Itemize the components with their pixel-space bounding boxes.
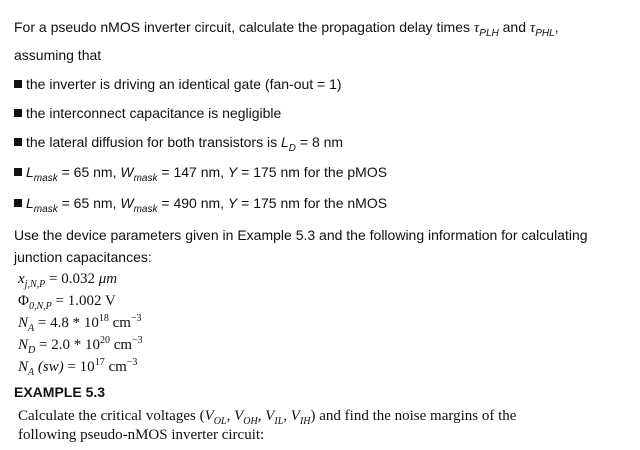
use-params-line1: Use the device parameters given in Example 5.3 and the following information for calculating bbox=[14, 227, 588, 243]
l-symbol: L bbox=[26, 164, 34, 180]
n-subscript: A bbox=[28, 367, 35, 378]
x-subscript: j,N,P bbox=[24, 279, 46, 290]
square-bullet-icon bbox=[14, 168, 22, 176]
w-subscript: mask bbox=[133, 172, 158, 184]
problem-intro-line2: assuming that bbox=[14, 47, 102, 63]
use-params-line2: junction capacitances: bbox=[14, 249, 152, 265]
n-value: = 10 bbox=[63, 359, 95, 375]
y-symbol: Y bbox=[227, 164, 238, 180]
n-symbol: N bbox=[18, 359, 29, 375]
w-symbol: W bbox=[120, 195, 134, 211]
x-value: = 0.032 bbox=[45, 271, 99, 287]
example-text: Calculate the critical voltages ( bbox=[18, 408, 205, 424]
w-subscript: mask bbox=[133, 203, 158, 215]
x-unit: μm bbox=[98, 271, 118, 287]
bullet-text: the interconnect capacitance is negligible bbox=[26, 105, 282, 121]
x-symbol: x bbox=[18, 271, 25, 287]
l-symbol: L bbox=[26, 195, 34, 211]
example-text-line1 bbox=[18, 408, 516, 425]
sidewall-label: (sw) bbox=[34, 359, 64, 375]
intro-comma: , bbox=[554, 19, 559, 35]
n-exponent: 18 bbox=[98, 313, 109, 324]
w-value: = 147 nm, bbox=[157, 164, 228, 180]
comma: , bbox=[226, 408, 235, 424]
bullet-fanout bbox=[14, 76, 342, 92]
l-value: = 65 nm, bbox=[57, 195, 121, 211]
ol-subscript: OL bbox=[213, 416, 227, 427]
w-symbol: W bbox=[120, 164, 134, 180]
v-symbol: V bbox=[290, 408, 300, 424]
equation-built-in-potential bbox=[18, 293, 116, 310]
comma: , bbox=[283, 408, 291, 424]
il-subscript: IL bbox=[274, 416, 284, 427]
comma: , bbox=[257, 408, 266, 424]
tau-symbol: τ bbox=[473, 20, 480, 36]
square-bullet-icon bbox=[14, 109, 22, 117]
phi-value: = 1.002 V bbox=[51, 293, 116, 309]
n-symbol: N bbox=[18, 337, 29, 353]
v-symbol: V bbox=[234, 408, 244, 424]
equation-na bbox=[18, 315, 142, 332]
phi-symbol: Φ bbox=[18, 293, 29, 309]
n-unit-exponent: −3 bbox=[126, 357, 138, 368]
n-subscript: A bbox=[28, 323, 35, 334]
phl-subscript: PHL bbox=[535, 27, 555, 39]
n-unit: cm bbox=[108, 315, 131, 331]
equation-nd bbox=[18, 337, 143, 354]
bullet-interconnect bbox=[14, 105, 281, 121]
n-unit: cm bbox=[109, 337, 133, 353]
problem-intro-line1 bbox=[14, 19, 559, 37]
l-subscript: mask bbox=[33, 172, 58, 184]
ld-symbol: L bbox=[280, 134, 289, 150]
phi-subscript: 0,N,P bbox=[28, 301, 52, 312]
n-symbol: N bbox=[18, 315, 29, 331]
square-bullet-icon bbox=[14, 80, 22, 88]
n-unit-exponent: −3 bbox=[130, 313, 142, 324]
v-symbol: V bbox=[204, 408, 214, 424]
intro-text: For a pseudo nMOS inverter circuit, calculate the propagation delay times bbox=[14, 19, 474, 35]
oh-subscript: OH bbox=[243, 416, 258, 427]
example-text-line2: following pseudo-nMOS inverter circuit: bbox=[18, 427, 265, 443]
bullet-pmos-dimensions bbox=[14, 164, 388, 184]
n-unit: cm bbox=[104, 359, 127, 375]
bullet-text: the inverter is driving an identical gate (fan-out = 1) bbox=[26, 76, 342, 92]
square-bullet-icon bbox=[14, 199, 22, 207]
ih-subscript: IH bbox=[299, 416, 311, 427]
w-value: = 490 nm, bbox=[157, 195, 228, 211]
example-heading: EXAMPLE 5.3 bbox=[14, 384, 106, 400]
y-value: = 175 nm for the nMOS bbox=[237, 195, 388, 211]
example-text: ) and find the noise margins of the bbox=[310, 408, 517, 424]
n-subscript: D bbox=[28, 345, 36, 356]
bullet-text: the lateral diffusion for both transistors is bbox=[26, 134, 281, 150]
bullet-nmos-dimensions bbox=[14, 195, 388, 215]
n-value: = 2.0 * 10 bbox=[35, 337, 100, 353]
l-subscript: mask bbox=[33, 203, 58, 215]
equation-junction-depth bbox=[18, 271, 117, 288]
y-symbol: Y bbox=[227, 195, 238, 211]
square-bullet-icon bbox=[14, 138, 22, 146]
y-value: = 175 nm for the pMOS bbox=[237, 164, 388, 180]
v-symbol: V bbox=[265, 408, 275, 424]
plh-subscript: PLH bbox=[479, 27, 499, 39]
and-text: and bbox=[498, 19, 530, 35]
n-unit-exponent: −3 bbox=[132, 335, 143, 346]
bullet-lateral-diffusion bbox=[14, 134, 344, 154]
n-exponent: 17 bbox=[94, 357, 105, 368]
ld-value: = 8 nm bbox=[296, 134, 344, 150]
ld-subscript: D bbox=[288, 142, 297, 154]
tau-symbol-2: τ bbox=[529, 20, 536, 36]
l-value: = 65 nm, bbox=[57, 164, 121, 180]
n-exponent: 20 bbox=[99, 335, 110, 346]
n-value: = 4.8 * 10 bbox=[34, 315, 99, 331]
equation-na-sidewall bbox=[18, 359, 137, 376]
